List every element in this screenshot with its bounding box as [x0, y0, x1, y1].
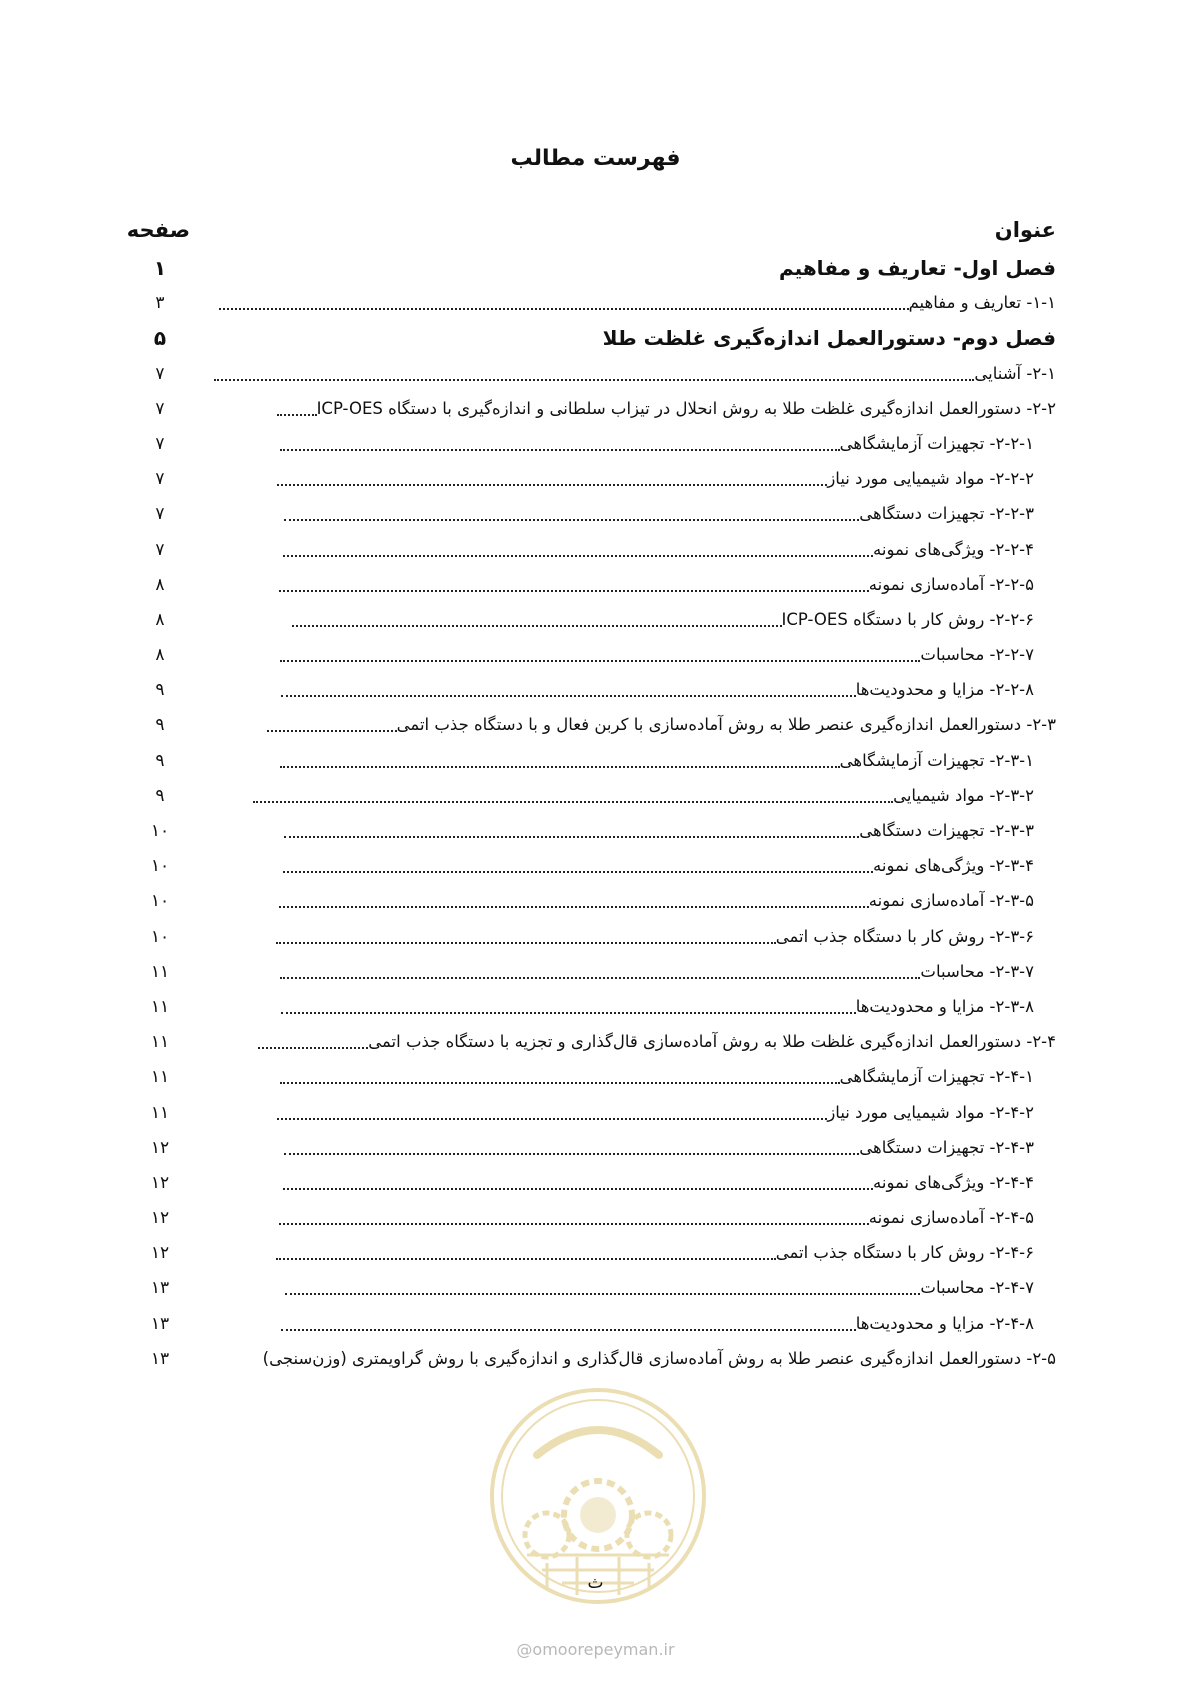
toc-page-number: ۸ — [155, 645, 165, 666]
toc-entry-title: ۲-۴-۱- تجهیزات آزمایشگاهی — [839, 1067, 1034, 1087]
dot-leader — [285, 1279, 920, 1295]
toc-row — [130, 958, 1056, 993]
toc-entry — [258, 1032, 1056, 1051]
dot-leader — [214, 365, 974, 381]
toc-page-number: ۱۲ — [150, 1243, 170, 1264]
toc-entry-title: ۲-۱- آشنایی — [974, 363, 1056, 383]
toc-entry — [283, 1173, 1034, 1192]
toc-page-number: ۱۱ — [150, 1102, 170, 1123]
toc-entry-title: ۲-۵- دستورالعمل اندازه‌گیری عنصر طلا به روش آماده‌سازی قال‌گذاری و اندازه‌گیری با روش گراویمتری (وزن‌سنجی) — [262, 1348, 1056, 1368]
toc-entry-title: ۲-۳- دستورالعمل اندازه‌گیری عنصر طلا به روش آماده‌سازی با کربن فعال و با دستگاه جذب اتمی — [396, 715, 1056, 735]
dot-leader — [283, 857, 873, 873]
toc-row — [130, 289, 1056, 324]
dot-leader — [219, 294, 909, 310]
toc-page-number: ۱۲ — [150, 1172, 170, 1193]
toc-entry-title: ۲-۴-۶- روش کار با دستگاه جذب اتمی — [775, 1243, 1034, 1263]
dot-leader — [281, 681, 856, 697]
toc-entry-title: ۲-۳-۶- روش کار با دستگاه جذب اتمی — [775, 926, 1034, 946]
toc-entry-title: ۲-۲-۴- ویژگی‌های نمونه — [873, 539, 1034, 559]
toc-row — [130, 782, 1056, 817]
dot-leader — [258, 1033, 368, 1049]
toc-entry — [281, 680, 1034, 699]
toc-page-number: ۱۰ — [150, 926, 170, 947]
toc-page-number: ۷ — [155, 433, 165, 454]
toc-entry — [277, 469, 1034, 488]
toc-entry — [280, 751, 1034, 770]
toc-entry-title: ۲-۳-۵- آماده‌سازی نمونه — [868, 891, 1034, 911]
toc-entry — [284, 821, 1034, 840]
header-subject: عنوان — [994, 218, 1056, 242]
toc-page-number: ۱۳ — [150, 1348, 170, 1369]
page-number: ث — [587, 1573, 604, 1593]
toc-entry — [280, 1067, 1034, 1086]
toc-page-number: ۱۱ — [150, 961, 170, 982]
toc-row — [130, 641, 1056, 676]
toc-page-number: ۸ — [155, 574, 165, 595]
toc-row — [130, 395, 1056, 430]
toc-entry — [279, 891, 1034, 910]
toc-entry-title: ۲-۲-۷- محاسبات — [920, 645, 1034, 665]
table-of-contents — [130, 254, 1056, 1380]
toc-entry-title: ۲-۴- دستورالعمل اندازه‌گیری غلظت طلا به روش آماده‌سازی قال‌گذاری و تجزیه با دستگاه جذب اتمی — [368, 1032, 1056, 1052]
toc-entry — [283, 540, 1034, 559]
toc-header — [126, 218, 1056, 248]
dot-leader — [276, 1244, 776, 1260]
toc-entry — [281, 997, 1034, 1016]
toc-entry-title: ۲-۲-۸- مزایا و محدودیت‌ها — [855, 680, 1034, 700]
toc-entry — [281, 1314, 1034, 1333]
page-title: فهرست مطالب — [510, 146, 681, 171]
toc-row — [130, 1310, 1056, 1345]
toc-entry — [214, 364, 1056, 383]
toc-row — [130, 711, 1056, 746]
toc-chapter-row — [130, 254, 1056, 289]
toc-page-number: ۱۰ — [150, 891, 170, 912]
toc-entry — [279, 1208, 1034, 1227]
toc-entry — [285, 1278, 1034, 1297]
dot-leader — [280, 1068, 840, 1084]
dot-leader — [280, 963, 920, 979]
toc-row — [130, 747, 1056, 782]
toc-page-number: ۱۳ — [150, 1313, 170, 1334]
toc-entry — [263, 1349, 1056, 1368]
toc-row — [130, 1239, 1056, 1274]
toc-entry — [276, 1243, 1034, 1262]
toc-entry-title: ۱-۱- تعاریف و مفاهیم — [908, 293, 1056, 313]
toc-row — [130, 887, 1056, 922]
toc-page-number: ۱۲ — [150, 1208, 170, 1229]
dot-leader — [280, 646, 920, 662]
toc-page-number: ۱۱ — [150, 1032, 170, 1053]
toc-page-number: ۱۰ — [150, 821, 170, 841]
dot-leader — [277, 1104, 827, 1120]
toc-entry-title: ۲-۳-۷- محاسبات — [920, 961, 1034, 981]
toc-row — [130, 1169, 1056, 1204]
toc-entry-title: ۲-۳-۸- مزایا و محدودیت‌ها — [855, 996, 1034, 1016]
toc-row — [130, 817, 1056, 852]
toc-entry-title: ۲-۳-۴- ویژگی‌های نمونه — [873, 856, 1034, 876]
dot-leader — [280, 752, 840, 768]
toc-entry-title: ۲-۴-۳- تجهیزات دستگاهی — [859, 1137, 1034, 1157]
toc-row — [130, 993, 1056, 1028]
toc-page-number: ۹ — [155, 715, 165, 736]
dot-leader — [279, 1209, 869, 1225]
dot-leader — [284, 1139, 859, 1155]
toc-row — [130, 676, 1056, 711]
toc-row — [130, 923, 1056, 958]
toc-entry-title: ۲-۲-۱- تجهیزات آزمایشگاهی — [839, 433, 1034, 453]
toc-row — [130, 571, 1056, 606]
toc-row — [130, 360, 1056, 395]
toc-row — [130, 606, 1056, 641]
toc-page-number: ۷ — [155, 504, 165, 525]
toc-page-number: ۱ — [153, 256, 167, 280]
toc-row — [130, 430, 1056, 465]
toc-page-number: ۱۲ — [150, 1137, 170, 1158]
toc-row — [130, 1063, 1056, 1098]
toc-entry-title: ۲-۳-۱- تجهیزات آزمایشگاهی — [839, 750, 1034, 770]
dot-leader — [283, 541, 873, 557]
toc-page-number: ۹ — [155, 750, 165, 771]
toc-entry-title: فصل اول- تعاریف و مفاهیم — [778, 256, 1056, 280]
toc-entry — [284, 1138, 1034, 1157]
toc-entry-title: ۲-۴-۲- مواد شیمیایی مورد نیاز — [827, 1102, 1034, 1122]
dot-leader — [284, 822, 859, 838]
toc-page-number: ۵ — [153, 326, 167, 351]
dot-leader — [253, 787, 893, 803]
dot-leader — [267, 716, 397, 732]
toc-entry — [267, 715, 1056, 734]
toc-entry — [603, 326, 1056, 350]
toc-entry-title: ۲-۴-۴- ویژگی‌های نمونه — [873, 1172, 1034, 1192]
toc-entry-title: ۲-۳-۲- مواد شیمیایی — [893, 785, 1034, 805]
toc-row — [130, 1134, 1056, 1169]
toc-entry — [280, 434, 1034, 453]
toc-page-number: ۹ — [155, 785, 165, 806]
toc-page-number: ۱۰ — [150, 856, 170, 877]
toc-row — [130, 1274, 1056, 1309]
toc-page-number: ۳ — [155, 293, 165, 314]
toc-entry-title: ۲-۲-۶- روش کار با دستگاه ICP-OES — [781, 609, 1034, 629]
toc-entry — [279, 575, 1034, 594]
toc-row — [130, 852, 1056, 887]
toc-entry-title: ۲-۴-۷- محاسبات — [920, 1278, 1034, 1298]
watermark-text: @omoorepeyman.ir — [516, 1640, 675, 1659]
toc-entry-title: ۲-۲-۲- مواد شیمیایی مورد نیاز — [827, 469, 1034, 489]
toc-entry — [284, 504, 1034, 523]
toc-row — [130, 500, 1056, 535]
dot-leader — [279, 576, 869, 592]
dot-leader — [276, 928, 776, 944]
toc-row — [130, 1099, 1056, 1134]
toc-page-number: ۷ — [155, 539, 165, 560]
toc-entry — [283, 856, 1034, 875]
dot-leader — [292, 611, 782, 627]
toc-row — [130, 1204, 1056, 1239]
toc-page-number: ۱۱ — [150, 996, 170, 1017]
toc-page-number: ۱۳ — [150, 1278, 170, 1299]
toc-page-number: ۷ — [155, 469, 165, 490]
toc-entry — [253, 786, 1034, 805]
toc-entry — [277, 1103, 1034, 1122]
toc-page-number: ۷ — [155, 398, 165, 419]
toc-entry — [292, 610, 1034, 629]
toc-entry-title: ۲-۲-۳- تجهیزات دستگاهی — [859, 504, 1034, 524]
dot-leader — [281, 998, 856, 1014]
dot-leader — [277, 400, 317, 416]
dot-leader — [284, 505, 859, 521]
dot-leader — [277, 470, 827, 486]
toc-row — [130, 1345, 1056, 1380]
dot-leader — [281, 1315, 856, 1331]
toc-entry — [280, 962, 1034, 981]
dot-leader — [280, 435, 840, 451]
toc-entry — [276, 927, 1034, 946]
toc-chapter-row — [130, 324, 1056, 359]
dot-leader — [283, 1174, 873, 1190]
toc-entry-title: ۲-۲- دستورالعمل اندازه‌گیری غلظت طلا به روش انحلال در تیزاب سلطانی و اندازه‌گیری با دستگاه ICP-OES — [316, 398, 1056, 418]
toc-page-number: ۹ — [155, 680, 165, 701]
toc-entry-title: ۲-۳-۳- تجهیزات دستگاهی — [859, 821, 1034, 840]
toc-entry — [277, 399, 1056, 418]
toc-page-number: ۱۱ — [150, 1067, 170, 1088]
toc-entry — [219, 293, 1056, 312]
toc-entry-title: ۲-۴-۵- آماده‌سازی نمونه — [868, 1208, 1034, 1228]
dot-leader — [279, 892, 869, 908]
toc-entry-title: ۲-۴-۸- مزایا و محدودیت‌ها — [855, 1313, 1034, 1333]
toc-entry — [779, 256, 1056, 280]
toc-entry-title: فصل دوم- دستورالعمل اندازه‌گیری غلظت طلا — [602, 326, 1056, 351]
toc-row — [130, 1028, 1056, 1063]
toc-entry — [280, 645, 1034, 664]
toc-page-number: ۸ — [155, 609, 165, 630]
toc-entry-title: ۲-۲-۵- آماده‌سازی نمونه — [868, 574, 1034, 594]
header-page: صفحه — [126, 218, 190, 242]
toc-row — [130, 536, 1056, 571]
toc-page-number: ۷ — [155, 363, 165, 384]
toc-row — [130, 465, 1056, 500]
